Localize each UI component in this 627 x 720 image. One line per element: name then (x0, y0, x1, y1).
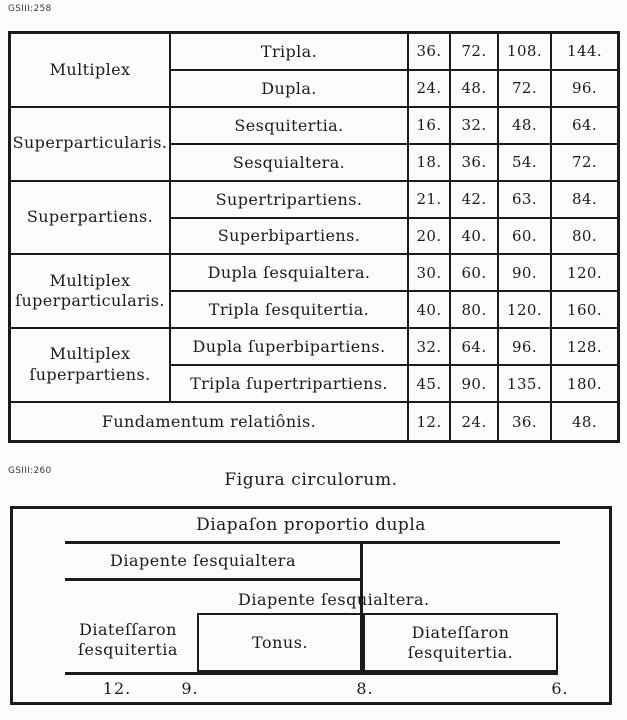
table-footer-label: Fundamentum relatiônis. (11, 403, 409, 440)
value-cell: 18. (409, 145, 451, 182)
category-cell: Superparticularis. (11, 108, 171, 182)
baseline (65, 672, 558, 675)
category-cell: Multiplex (11, 34, 171, 108)
diatessaron-right-line1: Diateſſaron (411, 622, 510, 642)
value-cell: 36. (409, 34, 451, 71)
ratio-name: Sesquitertia. (171, 108, 409, 145)
figura-circulorum-diagram (10, 506, 612, 705)
value-cell: 48. (451, 71, 499, 108)
value-cell: 24. (451, 403, 499, 440)
value-cell: 120. (552, 255, 617, 292)
value-cell: 90. (451, 366, 499, 403)
scale-number-12: 12. (102, 679, 132, 698)
value-cell: 12. (409, 403, 451, 440)
ratio-name: Dupla. (171, 71, 409, 108)
scale-number-8: 8. (356, 679, 374, 698)
value-cell: 60. (451, 255, 499, 292)
value-cell: 64. (552, 108, 617, 145)
scale-number-6: 6. (551, 679, 569, 698)
value-cell: 40. (409, 292, 451, 329)
value-cell: 160. (552, 292, 617, 329)
value-cell: 21. (409, 182, 451, 219)
value-cell: 54. (499, 145, 552, 182)
value-cell: 128. (552, 329, 617, 366)
value-cell: 16. (409, 108, 451, 145)
diatessaron-right-box (363, 613, 558, 672)
value-cell: 40. (451, 219, 499, 256)
value-cell: 32. (409, 329, 451, 366)
value-cell: 135. (499, 366, 552, 403)
value-cell: 144. (552, 34, 617, 71)
category-cell: Multiplex ſuperpartiens. (11, 329, 171, 403)
value-cell: 80. (451, 292, 499, 329)
diapason-underline (65, 541, 560, 544)
value-cell: 36. (499, 403, 552, 440)
value-cell: 72. (451, 34, 499, 71)
value-cell: 90. (499, 255, 552, 292)
value-cell: 20. (409, 219, 451, 256)
value-cell: 48. (499, 108, 552, 145)
value-cell: 45. (409, 366, 451, 403)
value-cell: 84. (552, 182, 617, 219)
diapason-label: Diapaſon proportio dupla (196, 515, 426, 535)
value-cell: 60. (499, 219, 552, 256)
value-cell: 42. (451, 182, 499, 219)
diatessaron-right-line2: ſesquitertia. (407, 642, 514, 662)
ratio-table (8, 31, 620, 443)
ratio-name: Superbipartiens. (171, 219, 409, 256)
tonus-label: Tonus. (252, 632, 308, 652)
value-cell: 180. (552, 366, 617, 403)
diatessaron-left-line1: Diateſſaron (79, 620, 177, 639)
diapente-left-label: Diapente ſesquialtera (110, 551, 296, 570)
value-cell: 120. (499, 292, 552, 329)
value-cell: 32. (451, 108, 499, 145)
value-cell: 36. (451, 145, 499, 182)
value-cell: 72. (499, 71, 552, 108)
value-cell: 96. (499, 329, 552, 366)
value-cell: 48. (571, 412, 598, 431)
diatessaron-left-label (58, 620, 198, 660)
ratio-name: Sesquialtera. (171, 145, 409, 182)
diapente-underline (65, 578, 360, 581)
ratio-name: Supertripartiens. (171, 182, 409, 219)
category-cell: Superpartiens. (11, 182, 171, 256)
page-marker-260: GSIII:260 (8, 466, 52, 476)
category-cell: Multiplex ſuperparticularis. (11, 255, 171, 329)
page-marker-258: GSIII:258 (8, 4, 52, 14)
scale-number-9: 9. (181, 679, 199, 698)
ratio-name: Dupla ſuperbipartiens. (171, 329, 409, 366)
value-cell: 80. (552, 219, 617, 256)
value-cell: 108. (499, 34, 552, 71)
value-cell: 72. (552, 145, 617, 182)
value-cell: 96. (552, 71, 617, 108)
ratio-name: Dupla ſesquialtera. (171, 255, 409, 292)
diapente-right-label: Diapente ſesquialtera. (238, 590, 430, 609)
ratio-name: Tripla ſesquitertia. (171, 292, 409, 329)
diatessaron-left-line2: ſesquitertia (78, 640, 178, 659)
ratio-name: Tripla ſupertripartiens. (171, 366, 409, 403)
value-cell: 63. (499, 182, 552, 219)
value-cell: 64. (451, 329, 499, 366)
value-cell: 30. (409, 255, 451, 292)
tonus-box (197, 613, 363, 672)
figure-title: Figura circulorum. (224, 470, 398, 490)
ratio-name: Tripla. (171, 34, 409, 71)
value-cell: 24. (409, 71, 451, 108)
